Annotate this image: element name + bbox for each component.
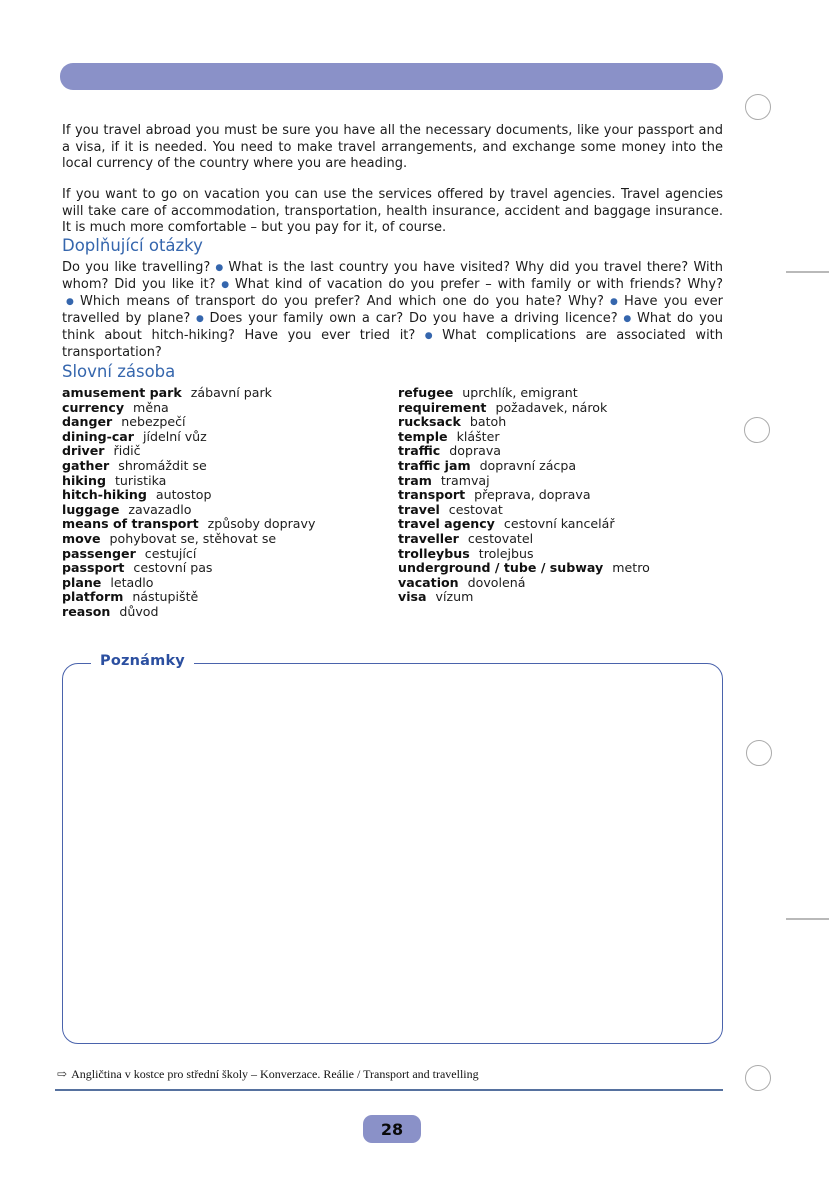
- vocab-translation: shromáždit se: [118, 457, 207, 473]
- question-item: What complications are associated with transportation?: [62, 327, 724, 360]
- vocab-term: reason: [62, 603, 111, 619]
- vocab-translation: cestovat: [448, 501, 503, 517]
- vocab-term: rucksack: [398, 414, 461, 430]
- vocab-translation: měna: [133, 399, 169, 415]
- page-number: 28: [380, 1119, 404, 1139]
- vocab-entry: [398, 474, 728, 489]
- vocab-translation: způsoby dopravy: [207, 516, 316, 532]
- vocab-term: plane: [62, 574, 102, 590]
- vocab-entry: [398, 488, 728, 503]
- vocab-entry: [398, 415, 728, 430]
- vocab-term: trolleybus: [398, 545, 470, 561]
- vocab-entry: [62, 590, 392, 605]
- vocab-entry: [62, 444, 392, 459]
- vocabulary-right-column: [398, 386, 728, 605]
- bullet-separator-icon: ●: [419, 330, 439, 341]
- punch-hole-icon: [745, 94, 771, 120]
- top-accent-bar: [60, 63, 723, 90]
- vocab-translation: dopravní zácpa: [479, 457, 577, 473]
- vocab-term: passenger: [62, 545, 136, 561]
- vocab-term: luggage: [62, 501, 120, 517]
- footer-citation: [57, 1067, 737, 1082]
- edge-tick-mark: [786, 918, 829, 920]
- vocab-term: underground / tube / subway: [398, 560, 604, 576]
- vocab-term: currency: [62, 399, 125, 415]
- vocab-term: hiking: [62, 472, 106, 488]
- vocab-entry: [62, 503, 392, 518]
- vocab-entry: [62, 532, 392, 547]
- vocab-entry: [398, 547, 728, 562]
- punch-hole-icon: [745, 1065, 771, 1091]
- vocab-translation: cestovní kancelář: [503, 516, 615, 532]
- vocab-term: travel agency: [398, 516, 495, 532]
- questions-section-title: Doplňující otázky: [62, 236, 203, 255]
- vocab-term: danger: [62, 414, 113, 430]
- vocab-translation: vízum: [435, 589, 474, 605]
- vocab-term: temple: [398, 428, 448, 444]
- vocab-translation: zavazadlo: [128, 501, 192, 517]
- vocab-term: tram: [398, 472, 432, 488]
- footer-citation-text: Angličtina v kostce pro střední školy – Konverzace. Reálie / Transport and travelling: [71, 1067, 479, 1081]
- vocab-term: gather: [62, 457, 110, 473]
- vocab-translation: nebezpečí: [121, 414, 186, 430]
- bullet-separator-icon: ●: [66, 296, 77, 307]
- vocab-translation: zábavní park: [190, 385, 272, 400]
- vocab-translation: cestující: [144, 545, 197, 561]
- vocab-translation: důvod: [119, 603, 159, 619]
- vocab-entry: [62, 430, 392, 445]
- vocab-translation: klášter: [456, 428, 500, 444]
- vocab-entry: [398, 576, 728, 591]
- notes-box: [62, 653, 723, 1044]
- vocab-entry: [62, 576, 392, 591]
- questions-text-block: [62, 260, 723, 360]
- intro-paragraph-1: If you travel abroad you must be sure you have all the necessary documents, like your passport and a visa, if it is needed. You need to make travel arrangements, and exchange some money into the local currency of the country where you are heading.: [62, 123, 723, 172]
- vocab-entry: [398, 532, 728, 547]
- vocab-term: hitch-hiking: [62, 487, 147, 503]
- vocab-translation: cestovní pas: [133, 560, 213, 576]
- punch-hole-icon: [746, 740, 772, 766]
- vocab-term: means of transport: [62, 516, 199, 532]
- bullet-separator-icon: ●: [214, 263, 225, 273]
- vocabulary-section-title: Slovní zásoba: [62, 362, 176, 381]
- vocab-entry: [62, 459, 392, 474]
- question-item: Does your family own a car? Do you have a driving licence?: [209, 310, 618, 326]
- vocab-translation: uprchlík, emigrant: [462, 385, 578, 400]
- footer-rule: [55, 1089, 723, 1091]
- vocab-translation: trolejbus: [478, 545, 534, 561]
- intro-paragraph-2: If you want to go on vacation you can use the services offered by travel agencies. Travel agencies will take care of accommodation, transportation, health insurance, accident and baggage insurance. It is much more comfortable – but you pay for it, of course.: [62, 187, 723, 236]
- question-item: Which means of transport do you prefer? And which one do you hate? Why?: [80, 293, 604, 309]
- vocab-translation: jídelní vůz: [143, 428, 207, 444]
- vocab-term: platform: [62, 589, 124, 605]
- vocab-translation: metro: [612, 560, 650, 576]
- vocab-term: move: [62, 530, 101, 546]
- bullet-separator-icon: ●: [219, 279, 231, 290]
- vocab-entry: [398, 444, 728, 459]
- vocab-term: amusement park: [62, 385, 182, 400]
- vocab-term: traffic jam: [398, 457, 471, 473]
- question-item: Do you like travelling?: [62, 260, 211, 275]
- vocab-entry: [62, 605, 392, 620]
- vocab-translation: pohybovat se, stěhovat se: [109, 530, 277, 546]
- bullet-separator-icon: ●: [621, 313, 634, 324]
- vocab-translation: letadlo: [110, 574, 154, 590]
- notes-box-title: Poznámky: [91, 653, 194, 669]
- question-item: Have you ever travelled by plane?: [62, 293, 723, 326]
- vocab-entry: [398, 517, 728, 532]
- vocab-entry: [62, 474, 392, 489]
- vocab-entry: [398, 430, 728, 445]
- vocab-entry: [62, 488, 392, 503]
- vocab-entry: [62, 561, 392, 576]
- vocab-translation: batoh: [469, 414, 507, 430]
- page-number-badge: [363, 1115, 421, 1143]
- vocab-entry: [62, 386, 392, 401]
- question-item: What kind of vacation do you prefer – with family or with friends? Why?: [234, 276, 724, 292]
- vocab-term: dining-car: [62, 428, 134, 444]
- vocab-translation: nástupiště: [132, 589, 199, 605]
- vocab-entry: [398, 561, 728, 576]
- vocab-entry: [62, 547, 392, 562]
- vocab-translation: požadavek, nárok: [495, 399, 608, 415]
- edge-tick-mark: [786, 271, 829, 273]
- bullet-separator-icon: ●: [607, 296, 621, 307]
- vocab-entry: [62, 401, 392, 416]
- vocab-translation: cestovatel: [467, 530, 534, 546]
- punch-hole-icon: [744, 417, 770, 443]
- vocab-term: traveller: [398, 530, 459, 546]
- vocab-translation: doprava: [449, 443, 502, 459]
- vocab-term: visa: [398, 589, 427, 605]
- vocab-term: transport: [398, 487, 466, 503]
- vocab-term: passport: [62, 560, 125, 576]
- bullet-separator-icon: ●: [194, 313, 206, 324]
- vocabulary-left-column: [62, 386, 392, 620]
- question-item: What is the last country you have visited? Why did you travel there? With whom? Did you like it?: [62, 260, 723, 292]
- vocab-entry: [62, 415, 392, 430]
- arrow-right-icon: ⇨: [57, 1067, 68, 1081]
- vocab-entry: [398, 459, 728, 474]
- vocab-translation: turistika: [114, 472, 167, 488]
- vocab-term: vacation: [398, 574, 459, 590]
- question-item: What do you think about hitch-hiking? Have you ever tried it?: [62, 310, 723, 343]
- vocab-translation: řidič: [113, 443, 141, 459]
- vocab-entry: [398, 401, 728, 416]
- vocab-entry: [398, 590, 728, 605]
- vocab-translation: autostop: [155, 487, 212, 503]
- vocab-translation: tramvaj: [440, 472, 490, 488]
- vocab-entry: [62, 517, 392, 532]
- vocab-term: requirement: [398, 399, 487, 415]
- vocab-term: travel: [398, 501, 440, 517]
- vocab-entry: [398, 386, 728, 401]
- vocab-term: driver: [62, 443, 105, 459]
- vocab-term: traffic: [398, 443, 441, 459]
- vocab-entry: [398, 503, 728, 518]
- vocab-term: refugee: [398, 385, 454, 400]
- vocab-translation: dovolená: [467, 574, 526, 590]
- vocab-translation: přeprava, doprava: [474, 487, 591, 503]
